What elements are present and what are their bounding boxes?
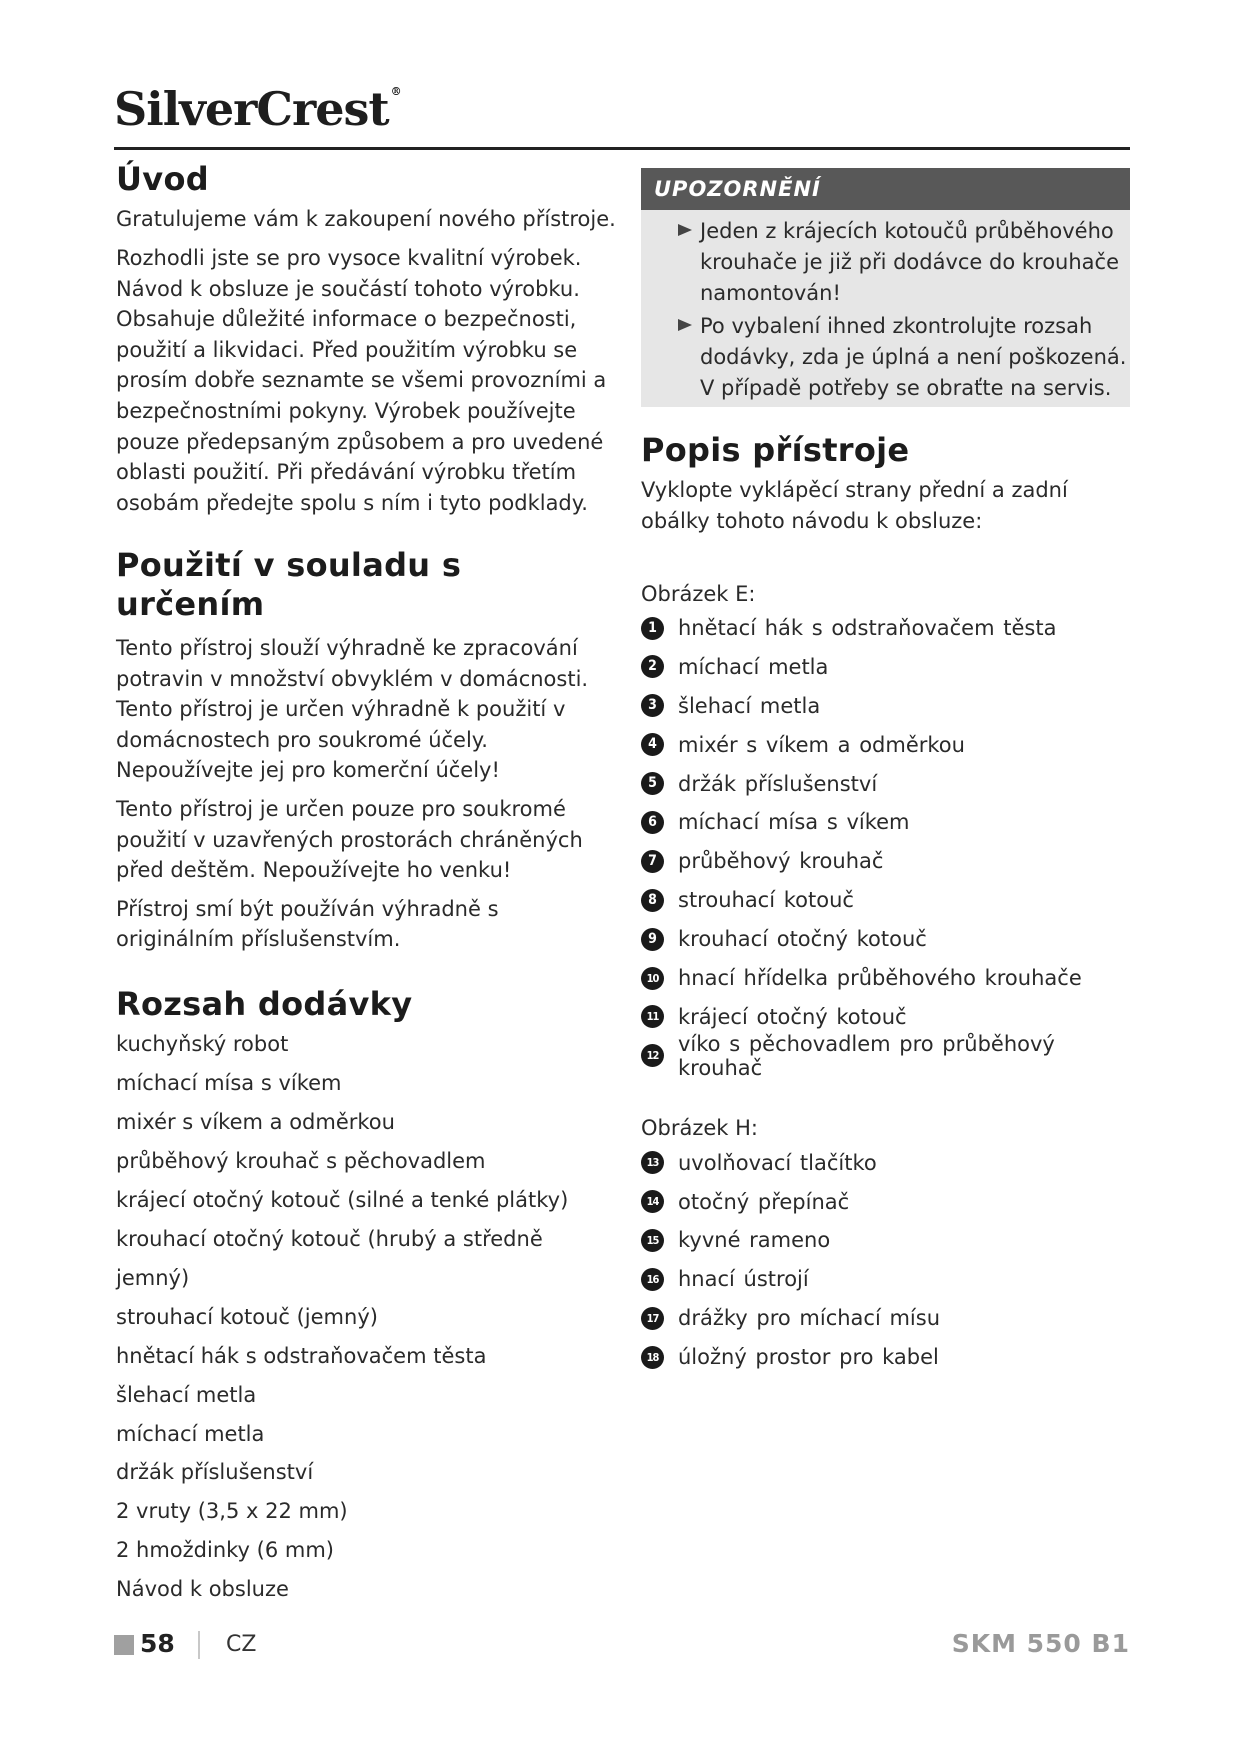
left-column (116, 160, 616, 1609)
language-code: CZ (226, 1632, 257, 1657)
scope-item: hnětací hák s odstraňovačem těsta (116, 1343, 487, 1368)
part-number-badge: 13 (641, 1151, 664, 1174)
model-number: SKM 550 B1 (951, 1629, 1130, 1658)
page-footer (114, 1625, 1130, 1665)
part-label: hnací ústrojí (678, 1267, 809, 1292)
part-number-badge: 18 (641, 1346, 664, 1369)
part-item (641, 881, 1130, 920)
page-number: 58 (140, 1629, 175, 1658)
scope-item: kuchyňský robot (116, 1032, 289, 1057)
part-label: míchací mísa s víkem (678, 810, 910, 835)
part-label: průběhový krouhač (678, 849, 884, 874)
scope-list (116, 1025, 616, 1609)
scope-item: šlehací metla (116, 1382, 257, 1407)
part-number-badge: 12 (641, 1044, 664, 1067)
part-item (641, 1221, 1130, 1260)
brand-name: SilverCrest (114, 82, 389, 136)
part-label: hnětací hák s odstraňovačem těsta (678, 616, 1057, 641)
part-label: drážky pro míchací mísu (678, 1306, 941, 1331)
scope-item: míchací metla (116, 1421, 265, 1446)
part-label: krájecí otočný kotouč (678, 1004, 907, 1029)
footer-divider (198, 1631, 200, 1659)
scope-item: míchací mísa s víkem (116, 1071, 342, 1096)
description-heading: Popis přístroje (641, 431, 910, 469)
part-item (641, 764, 1130, 803)
figure-e-list (641, 609, 1130, 1080)
part-number-badge: 14 (641, 1190, 664, 1213)
page-marker-square-icon (114, 1635, 134, 1655)
bullet-triangle-icon (678, 224, 692, 236)
part-label: strouhací kotouč (678, 888, 854, 913)
scope-item: krouhací otočný kotouč (hrubý a středně jemný) (116, 1226, 543, 1290)
usage-paragraph-1: Tento přístroj slouží výhradně ke zpracování potravin v množství obvyklém v domácnosti. Tento přístroj je určen výhradně k použití v domácnostech pro soukromé účely. Nepoužívejte jej pro komerční účely! (116, 636, 589, 783)
part-number-badge: 1 (641, 617, 664, 640)
brand-logo (114, 82, 401, 136)
part-item (641, 1299, 1130, 1338)
part-item (641, 1031, 1130, 1080)
warning-item: Po vybalení ihned zkontrolujte rozsah dodávky, zda je úplná a není poškozená. V případě potřeby se obraťte na servis. (685, 311, 1130, 404)
bullet-triangle-icon (678, 319, 692, 331)
part-label: uvolňovací tlačítko (678, 1150, 877, 1175)
scope-item: mixér s víkem a odměrkou (116, 1110, 395, 1135)
intro-heading: Úvod (116, 160, 209, 198)
part-number-badge: 9 (641, 928, 664, 951)
warning-body (641, 210, 1130, 404)
header-rule (114, 147, 1130, 150)
part-label: šlehací metla (678, 693, 821, 718)
part-label: úložný prostor pro kabel (678, 1345, 939, 1370)
part-number-badge: 15 (641, 1229, 664, 1252)
part-item (641, 647, 1130, 686)
part-item (641, 609, 1130, 648)
scope-item: průběhový krouhač s pěchovadlem (116, 1149, 486, 1174)
part-label: držák příslušenství (678, 771, 878, 796)
scope-item: krájecí otočný kotouč (silné a tenké plátky) (116, 1188, 569, 1213)
scope-item: 2 vruty (3,5 x 22 mm) (116, 1499, 348, 1524)
part-number-badge: 5 (641, 772, 664, 795)
scope-item: držák příslušenství (116, 1460, 314, 1485)
part-item (641, 803, 1130, 842)
part-label: hnací hřídelka průběhového krouhače (678, 966, 1082, 991)
part-number-badge: 2 (641, 655, 664, 678)
part-item (641, 1260, 1130, 1299)
part-label: míchací metla (678, 654, 829, 679)
right-column (641, 168, 1130, 1377)
warning-box (641, 168, 1130, 407)
part-item (641, 959, 1130, 998)
part-item (641, 1143, 1130, 1182)
part-number-badge: 7 (641, 850, 664, 873)
figure-h-label: Obrázek H: (641, 1116, 759, 1141)
part-label: otočný přepínač (678, 1189, 850, 1214)
warning-heading: UPOZORNĚNÍ (641, 168, 1130, 210)
part-item (641, 686, 1130, 725)
usage-paragraph-3: Přístroj smí být používán výhradně s originálním příslušenstvím. (116, 896, 499, 952)
intro-paragraph-1: Gratulujeme vám k zakoupení nového přístroje. (116, 207, 616, 232)
part-number-badge: 4 (641, 733, 664, 756)
part-label: kyvné rameno (678, 1228, 831, 1253)
part-number-badge: 16 (641, 1268, 664, 1291)
part-item (641, 997, 1130, 1036)
part-item (641, 725, 1130, 764)
figure-e-label: Obrázek E: (641, 581, 756, 606)
scope-heading: Rozsah dodávky (116, 985, 413, 1024)
figure-h-list (641, 1143, 1130, 1376)
scope-item: 2 hmoždinky (6 mm) (116, 1538, 334, 1563)
registered-mark: ® (390, 85, 401, 98)
part-item (641, 920, 1130, 959)
part-label: krouhací otočný kotouč (678, 927, 927, 952)
part-number-badge: 10 (641, 967, 664, 990)
part-item (641, 1182, 1130, 1221)
part-number-badge: 11 (641, 1005, 664, 1028)
part-number-badge: 3 (641, 694, 664, 717)
part-label: víko s pěchovadlem pro průběhový krouhač (678, 1031, 1055, 1080)
intro-paragraph-2: Rozhodli jste se pro vysoce kvalitní výrobek. Návod k obsluze je součástí tohoto výrobku. Obsahuje důležité informace o bezpečnosti, použití a likvidaci. Před použitím výrobku se prosím dobře seznamte se všemi provozními a bezpečnostními pokyny. Výrobek používejte pouze předepsaným způsobem a pro uvedené oblasti použití. Při předávání výrobku třetím osobám předejte spolu s ním i tyto podklady. (116, 245, 607, 515)
part-number-badge: 8 (641, 889, 664, 912)
description-intro: Vyklopte vyklápěcí strany přední a zadní obálky tohoto návodu k obsluze: (641, 478, 1068, 533)
scope-item: Návod k obsluze (116, 1577, 289, 1602)
part-label: mixér s víkem a odměrkou (678, 732, 965, 757)
usage-paragraph-2: Tento přístroj je určen pouze pro soukromé použití v uzavřených prostorách chráněných před deštěm. Nepoužívejte ho venku! (116, 797, 583, 883)
part-number-badge: 6 (641, 811, 664, 834)
usage-heading: Použití v souladu s určením (116, 546, 462, 623)
warning-item: Jeden z krájecích kotoučů průběhového krouhače je již při dodávce do krouhače namontován! (685, 216, 1130, 309)
part-item (641, 1338, 1130, 1377)
part-item (641, 842, 1130, 881)
scope-item: strouhací kotouč (jemný) (116, 1304, 378, 1329)
part-number-badge: 17 (641, 1307, 664, 1330)
